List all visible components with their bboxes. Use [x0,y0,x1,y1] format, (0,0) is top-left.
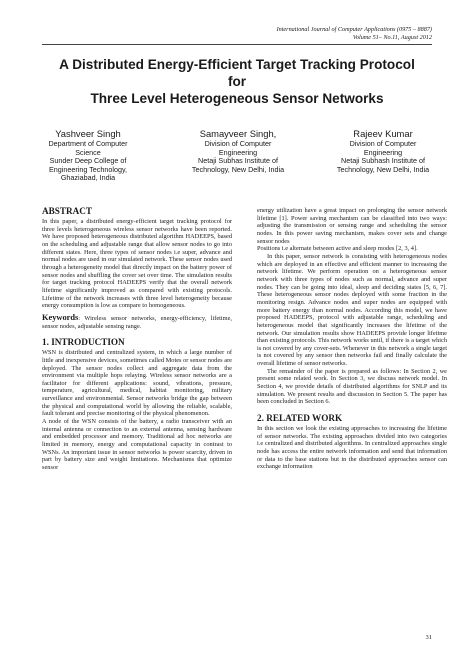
title-line-1: A Distributed Energy-Efficient Target Tracking Protocol [59,57,415,72]
keywords [42,314,232,330]
author-3 [318,128,448,174]
journal-header [192,26,432,42]
author-affiliation: Netaji Subhas Institute of [198,156,278,166]
body-paragraph: energy utilization have a great impact on prolonging the sensor network lifetime [1]. Power saving mechanism can be classified into two ways: adjusting the transmission or sensing range and scheduling the sensor nodes. In this power saving mechanism, makes cover sets and change sensor nodes [257,207,447,245]
paper-title [30,56,444,107]
title-line-3: Three Level Heterogeneous Sensor Networks [90,91,384,106]
author-block [28,128,446,188]
body-paragraph: The remainder of the paper is prepared as follows: In Section 2, we present some related work. In Section 3, we discuss network model. In Section 4, we provide details of distributed algorithms for SNLP and its simulation. We present results and discussion in Section 5. The paper has been concluded in Section 6. [257,367,447,406]
author-affiliation: Netaji Subhash Institute of [341,156,425,166]
author-affiliation: Division of Computer [349,139,417,148]
introduction-paragraph: A node of the WSN consists of the battery, a radio transceiver with an internal antenna or connection to an external antenna, sensing hardware and embedded processor and memory. Traditional ad hoc networks are limited in memory, energy and computational capacity in contrast to WSNs. An important issue in sensor networks is power scarcity, driven in part by battery size and weight limitations. Mechanisms that optimize sensor [42,418,232,472]
keywords-label: Keywords [42,312,79,322]
page-number: 31 [425,634,432,641]
author-2 [172,128,304,174]
author-affiliation: Technology, New Delhi, India [191,164,285,174]
journal-name: International Journal of Computer Applications (0975 – 8887) [276,26,432,33]
introduction-paragraph: WSN is distributed and centralized system, in which a large number of little and inexpensive devices, sometimes called Motes or sensor nodes are deployed. The sensor nodes collect and aggregate data from the environment via multiple hops relaying. Wireless sensor networks are a facilitator for different applications: sound, vibrations, pressure, temperature, agricultural, medical, habitat monitoring, military surveillance and environmental. Sensor networks bridge the gap between the physical and computational world by allowing the reliable, scalable, fault tolerant and precise monitoring of the physical phenomenon. [42,349,232,418]
author-name: Yashveer Singh [55,128,121,139]
journal-volume: Volume 51– No.11, August 2012 [352,34,432,41]
author-1 [28,128,148,183]
author-affiliation: Engineering [363,147,403,157]
right-column [257,207,447,471]
title-line-2: for [227,74,247,89]
author-name: Samayveer Singh, [199,128,277,139]
body-paragraph: In this paper, sensor network is consisting with heterogeneous nodes which are deployed in an effective and efficient manner to increasing the network lifetime. We perform operation on a heterogeneous sensor network with three types of nodes such as normal, advance and super nodes. They can be going into ideal, sleep and deciding states [5, 6, 7]. These heterogeneous sensor nodes deployed with some fraction in the monitoring resign. Advance nodes and super nodes are equipped with more battery energy than normal nodes. According this model, we have proposed HADEEPS, protocol with adjustable range, scheduling and heterogeneous model that significantly increases the lifetime of the network. Our simulation results show HADEEPS provide longer lifetime than existing protocols. This network works until, if there is a target which is not covered by any cover-sets. Whenever in this network a single target is not covered by any sensor then networks fail and finally calculate the overall lifetime of sensor networks. [257,252,447,368]
author-affiliation: Sunder Deep College of [49,156,127,166]
author-affiliation: Technology, New Delhi, India [336,164,430,174]
header-rule [42,44,432,45]
related-work-heading: 2. RELATED WORK [257,413,343,424]
left-column [42,206,232,472]
author-affiliation: Engineering [218,147,258,157]
author-affiliation: Department of Computer [48,139,128,148]
related-work-paragraph: In this section we look the existing approaches to increasing the lifetime of sensor networks. The existing approaches divided into two categories i.e centralized and distributed algorithms. In centralized approaches single node has access the entire network information and send that information or data to the base stations but in the distributed approaches sensor can exchange information [257,425,447,471]
abstract-text: In this paper, a distributed energy-efficient target tracking protocol for three levels heterogeneous wireless sensor networks have been reported. We have proposed heterogeneous distributed algorithm HADEEPS, based on the scheduling and adjustable range that allow sensor nodes to go into different states. Here, three types of sensor nodes i.e super, advance and normal nodes are used in our simulated network. These sensor nodes used through a heterogeneity model that directly impact on the battery power of sensor nodes and shuffling the cover set over time. The simulation results for target tracking protocol HADEEPS verify that the overall network lifetime significantly improved as compared with existing protocols. Lifetime of the network increases with three level heterogeneity because energy consumption is low as compare to homogeneous. [42,218,232,310]
author-affiliation: Science [75,147,101,157]
keywords-text: : Wireless sensor networks, energy-efficiency, lifetime, sensor nodes, adjustable sensing range. [42,314,232,330]
introduction-heading: 1. INTRODUCTION [42,337,125,348]
author-affiliation: Engineering Technology, [48,164,128,174]
author-name: Rajeev Kumar [353,128,413,139]
body-paragraph: Positions i.e alternate between active and sleep modes [2, 3, 4]. [257,245,418,253]
author-affiliation: Ghaziabad, India [60,173,116,183]
author-affiliation: Division of Computer [204,139,272,148]
abstract-heading: ABSTRACT [42,206,93,216]
